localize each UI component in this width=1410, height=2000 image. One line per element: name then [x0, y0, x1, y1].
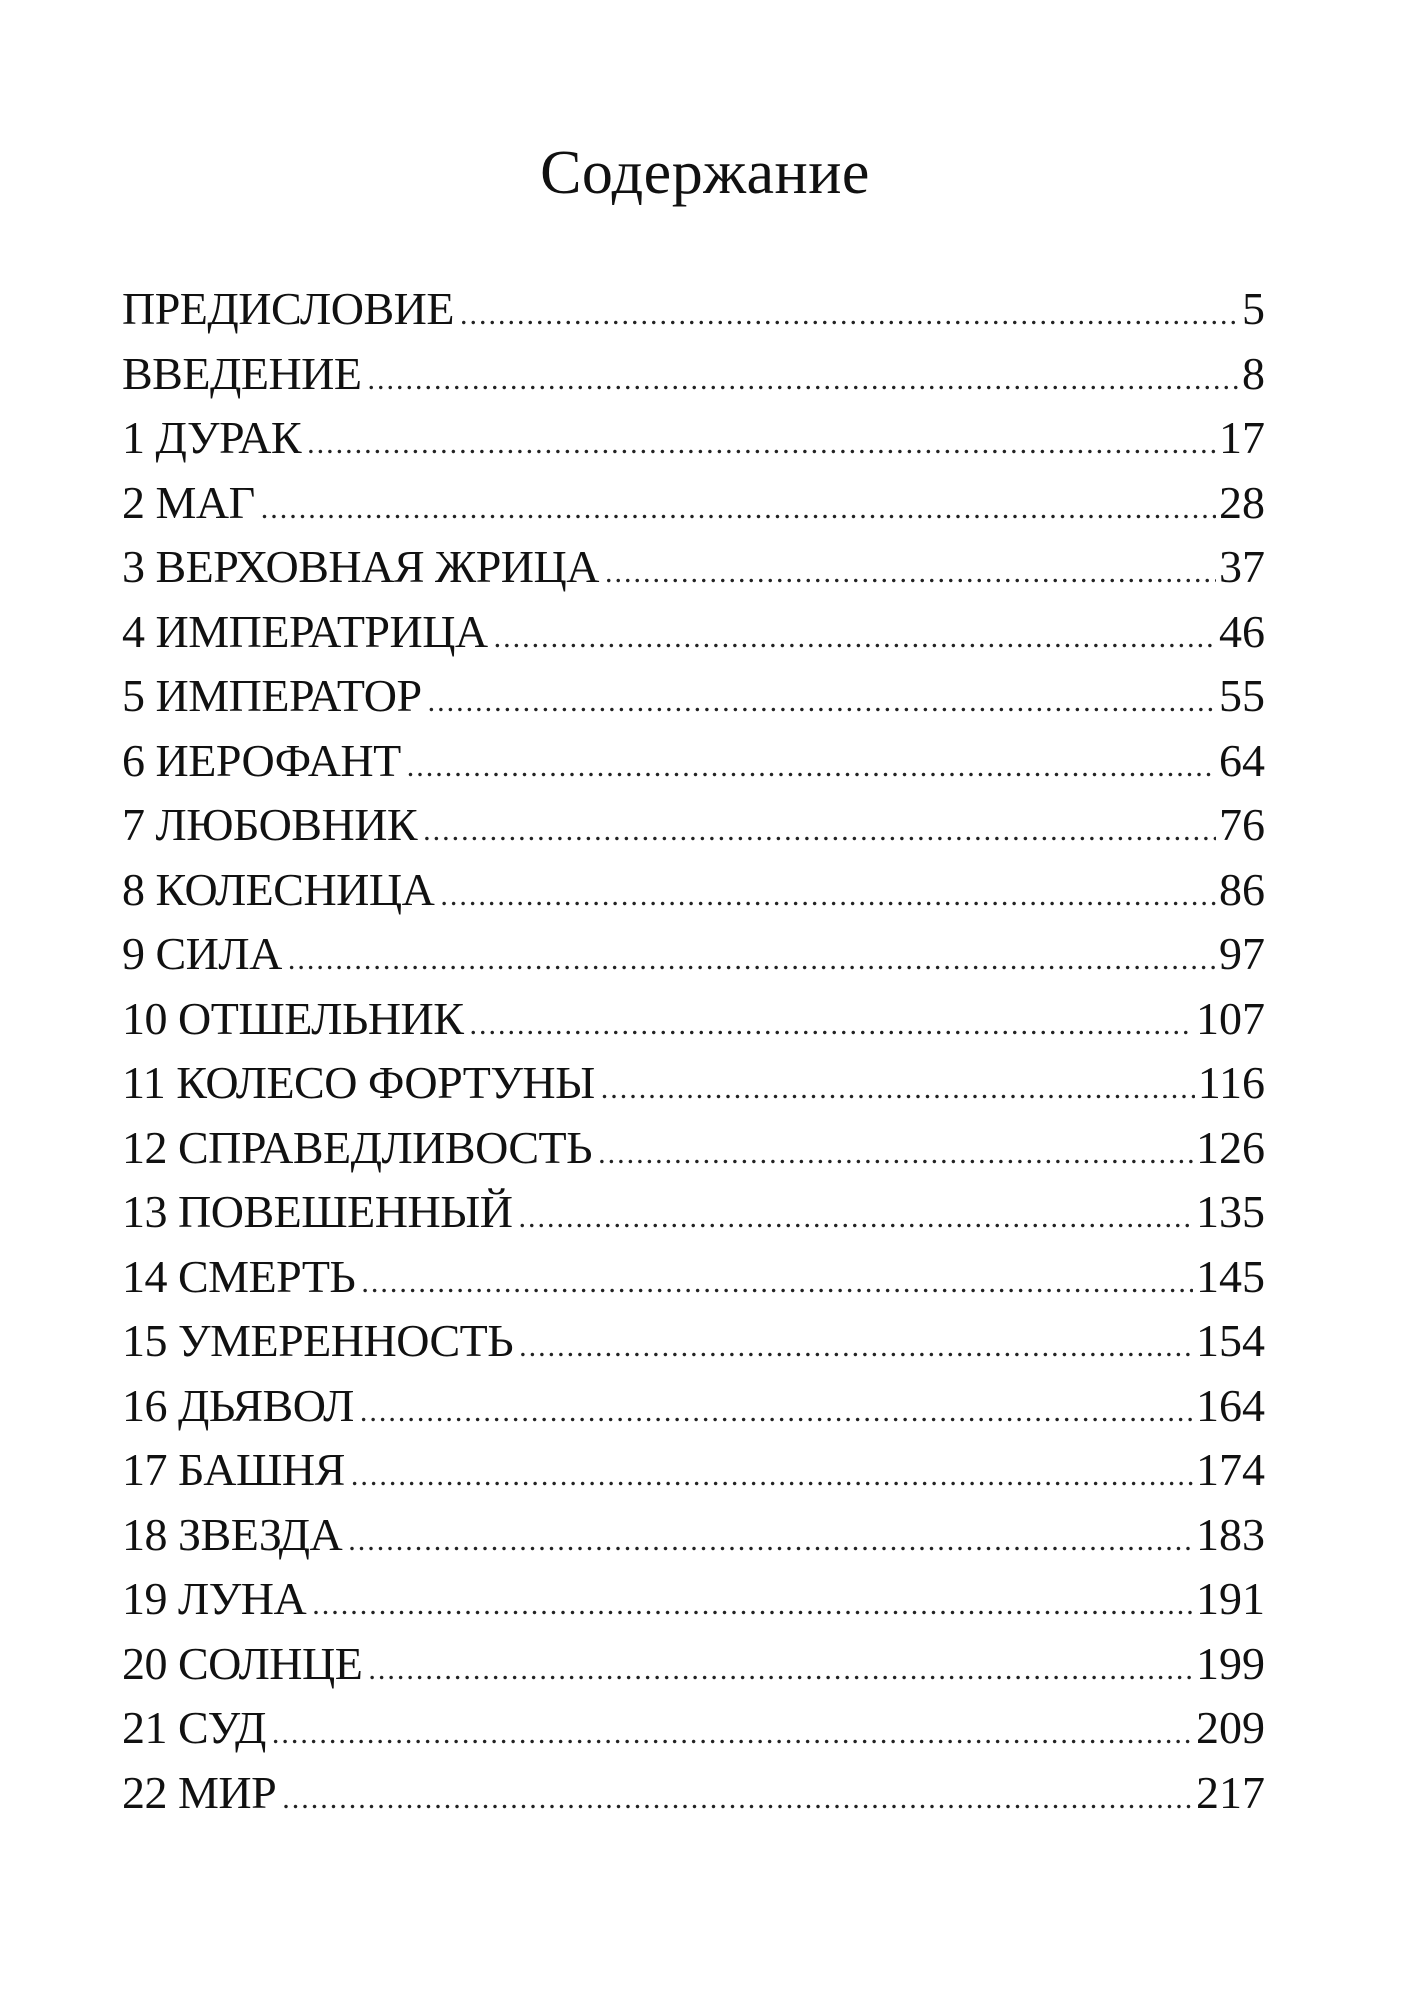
toc-entry[interactable]	[122, 471, 1265, 536]
dot-leader	[598, 1122, 1193, 1187]
toc-entry-page: 97	[1219, 928, 1265, 979]
toc-entry-page: 5	[1242, 283, 1265, 334]
toc-entry[interactable]	[122, 1696, 1265, 1761]
toc-entry[interactable]	[122, 600, 1265, 665]
toc-entry-label: 11 КОЛЕСО ФОРТУНЫ	[122, 1057, 595, 1108]
toc-entry[interactable]	[122, 987, 1265, 1052]
toc-entry-page: 191	[1196, 1573, 1265, 1624]
dot-leader	[367, 348, 1239, 413]
toc-entry-label: ПРЕДИСЛОВИЕ	[122, 283, 454, 334]
toc-entry-page: 135	[1196, 1186, 1265, 1237]
toc-entry-page: 107	[1196, 992, 1265, 1044]
toc-entry-page: 86	[1219, 863, 1265, 915]
toc-entry-label: 14 СМЕРТЬ	[122, 1250, 356, 1302]
toc-entry-label: ВВЕДЕНИЕ	[122, 347, 362, 399]
toc-entry-page: 164	[1196, 1379, 1265, 1431]
toc-entry[interactable]	[122, 1245, 1265, 1310]
dot-leader	[423, 799, 1216, 864]
dot-leader	[312, 1573, 1193, 1638]
dot-leader	[605, 541, 1216, 606]
dot-leader	[261, 477, 1216, 542]
toc-entry[interactable]	[122, 729, 1265, 794]
toc-entry[interactable]	[122, 1761, 1265, 1826]
toc-entry[interactable]	[122, 922, 1265, 987]
toc-entry-page: 199	[1196, 1637, 1265, 1689]
dot-leader	[282, 1767, 1193, 1832]
toc-entry[interactable]	[122, 277, 1265, 342]
table-of-contents	[122, 277, 1265, 1825]
toc-entry-page: 55	[1219, 670, 1265, 721]
toc-entry-page: 37	[1219, 541, 1265, 592]
toc-entry-page: 126	[1196, 1121, 1265, 1173]
dot-leader	[368, 1638, 1193, 1703]
toc-entry[interactable]	[122, 1567, 1265, 1632]
toc-entry-page: 174	[1196, 1444, 1265, 1495]
toc-entry[interactable]	[122, 1180, 1265, 1245]
toc-entry[interactable]	[122, 406, 1265, 471]
toc-entry-page: 183	[1196, 1508, 1265, 1560]
toc-entry-label: 22 МИР	[122, 1766, 277, 1818]
toc-entry-page: 28	[1219, 476, 1265, 528]
toc-entry-label: 17 БАШНЯ	[122, 1444, 345, 1495]
toc-entry[interactable]	[122, 1309, 1265, 1374]
dot-leader	[407, 735, 1216, 800]
dot-leader	[361, 1251, 1193, 1316]
toc-entry[interactable]	[122, 1051, 1265, 1116]
dot-leader	[307, 412, 1216, 477]
toc-entry-label: 21 СУД	[122, 1702, 266, 1753]
toc-entry[interactable]	[122, 664, 1265, 729]
toc-entry-page: 217	[1196, 1766, 1265, 1818]
toc-entry-label: 20 СОЛНЦЕ	[122, 1637, 363, 1689]
toc-entry-label: 1 ДУРАК	[122, 412, 302, 463]
toc-entry-page: 17	[1219, 412, 1265, 463]
dot-leader	[519, 1186, 1194, 1251]
toc-entry-label: 16 ДЬЯВОЛ	[122, 1379, 354, 1431]
toc-entry-label: 15 УМЕРЕННОСТЬ	[122, 1315, 514, 1366]
dot-leader	[351, 1444, 1193, 1509]
toc-entry-page: 64	[1219, 734, 1265, 786]
toc-entry[interactable]	[122, 793, 1265, 858]
toc-entry-label: 8 КОЛЕСНИЦА	[122, 863, 435, 915]
toc-entry-label: 13 ПОВЕШЕННЫЙ	[122, 1186, 513, 1237]
toc-entry[interactable]	[122, 1438, 1265, 1503]
page-title: Содержание	[540, 139, 870, 207]
dot-leader	[519, 1315, 1193, 1380]
dot-leader	[469, 993, 1193, 1058]
toc-entry-page: 154	[1196, 1315, 1265, 1366]
toc-entry[interactable]	[122, 858, 1265, 923]
toc-entry-label: 6 ИЕРОФАНТ	[122, 734, 401, 786]
toc-entry[interactable]	[122, 342, 1265, 407]
toc-entry-label: 5 ИМПЕРАТОР	[122, 670, 422, 721]
toc-entry-page: 209	[1196, 1702, 1265, 1753]
toc-entry-label: 19 ЛУНА	[122, 1573, 307, 1624]
dot-leader	[288, 928, 1216, 993]
toc-entry-label: 3 ВЕРХОВНАЯ ЖРИЦА	[122, 541, 599, 592]
toc-entry-page: 145	[1196, 1250, 1265, 1302]
dot-leader	[460, 283, 1239, 348]
toc-entry[interactable]	[122, 1632, 1265, 1697]
toc-entry-page: 116	[1197, 1057, 1265, 1108]
toc-entry-label: 4 ИМПЕРАТРИЦА	[122, 605, 488, 657]
dot-leader	[360, 1380, 1193, 1445]
dot-leader	[440, 864, 1216, 929]
dot-leader	[494, 606, 1216, 671]
toc-entry-label: 10 ОТШЕЛЬНИК	[122, 992, 464, 1044]
toc-entry-page: 46	[1219, 605, 1265, 657]
toc-entry-label: 2 МАГ	[122, 476, 255, 528]
toc-entry-label: 12 СПРАВЕДЛИВОСТЬ	[122, 1121, 593, 1173]
dot-leader	[348, 1509, 1193, 1574]
toc-entry[interactable]	[122, 535, 1265, 600]
toc-entry-label: 9 СИЛА	[122, 928, 282, 979]
toc-entry[interactable]	[122, 1503, 1265, 1568]
toc-entry-label: 18 ЗВЕЗДА	[122, 1508, 343, 1560]
toc-entry[interactable]	[122, 1116, 1265, 1181]
dot-leader	[601, 1057, 1195, 1122]
toc-entry-label: 7 ЛЮБОВНИК	[122, 799, 418, 850]
dot-leader	[272, 1702, 1193, 1767]
dot-leader	[428, 670, 1216, 735]
toc-entry-page: 76	[1219, 799, 1265, 850]
toc-entry[interactable]	[122, 1374, 1265, 1439]
toc-entry-page: 8	[1242, 347, 1265, 399]
